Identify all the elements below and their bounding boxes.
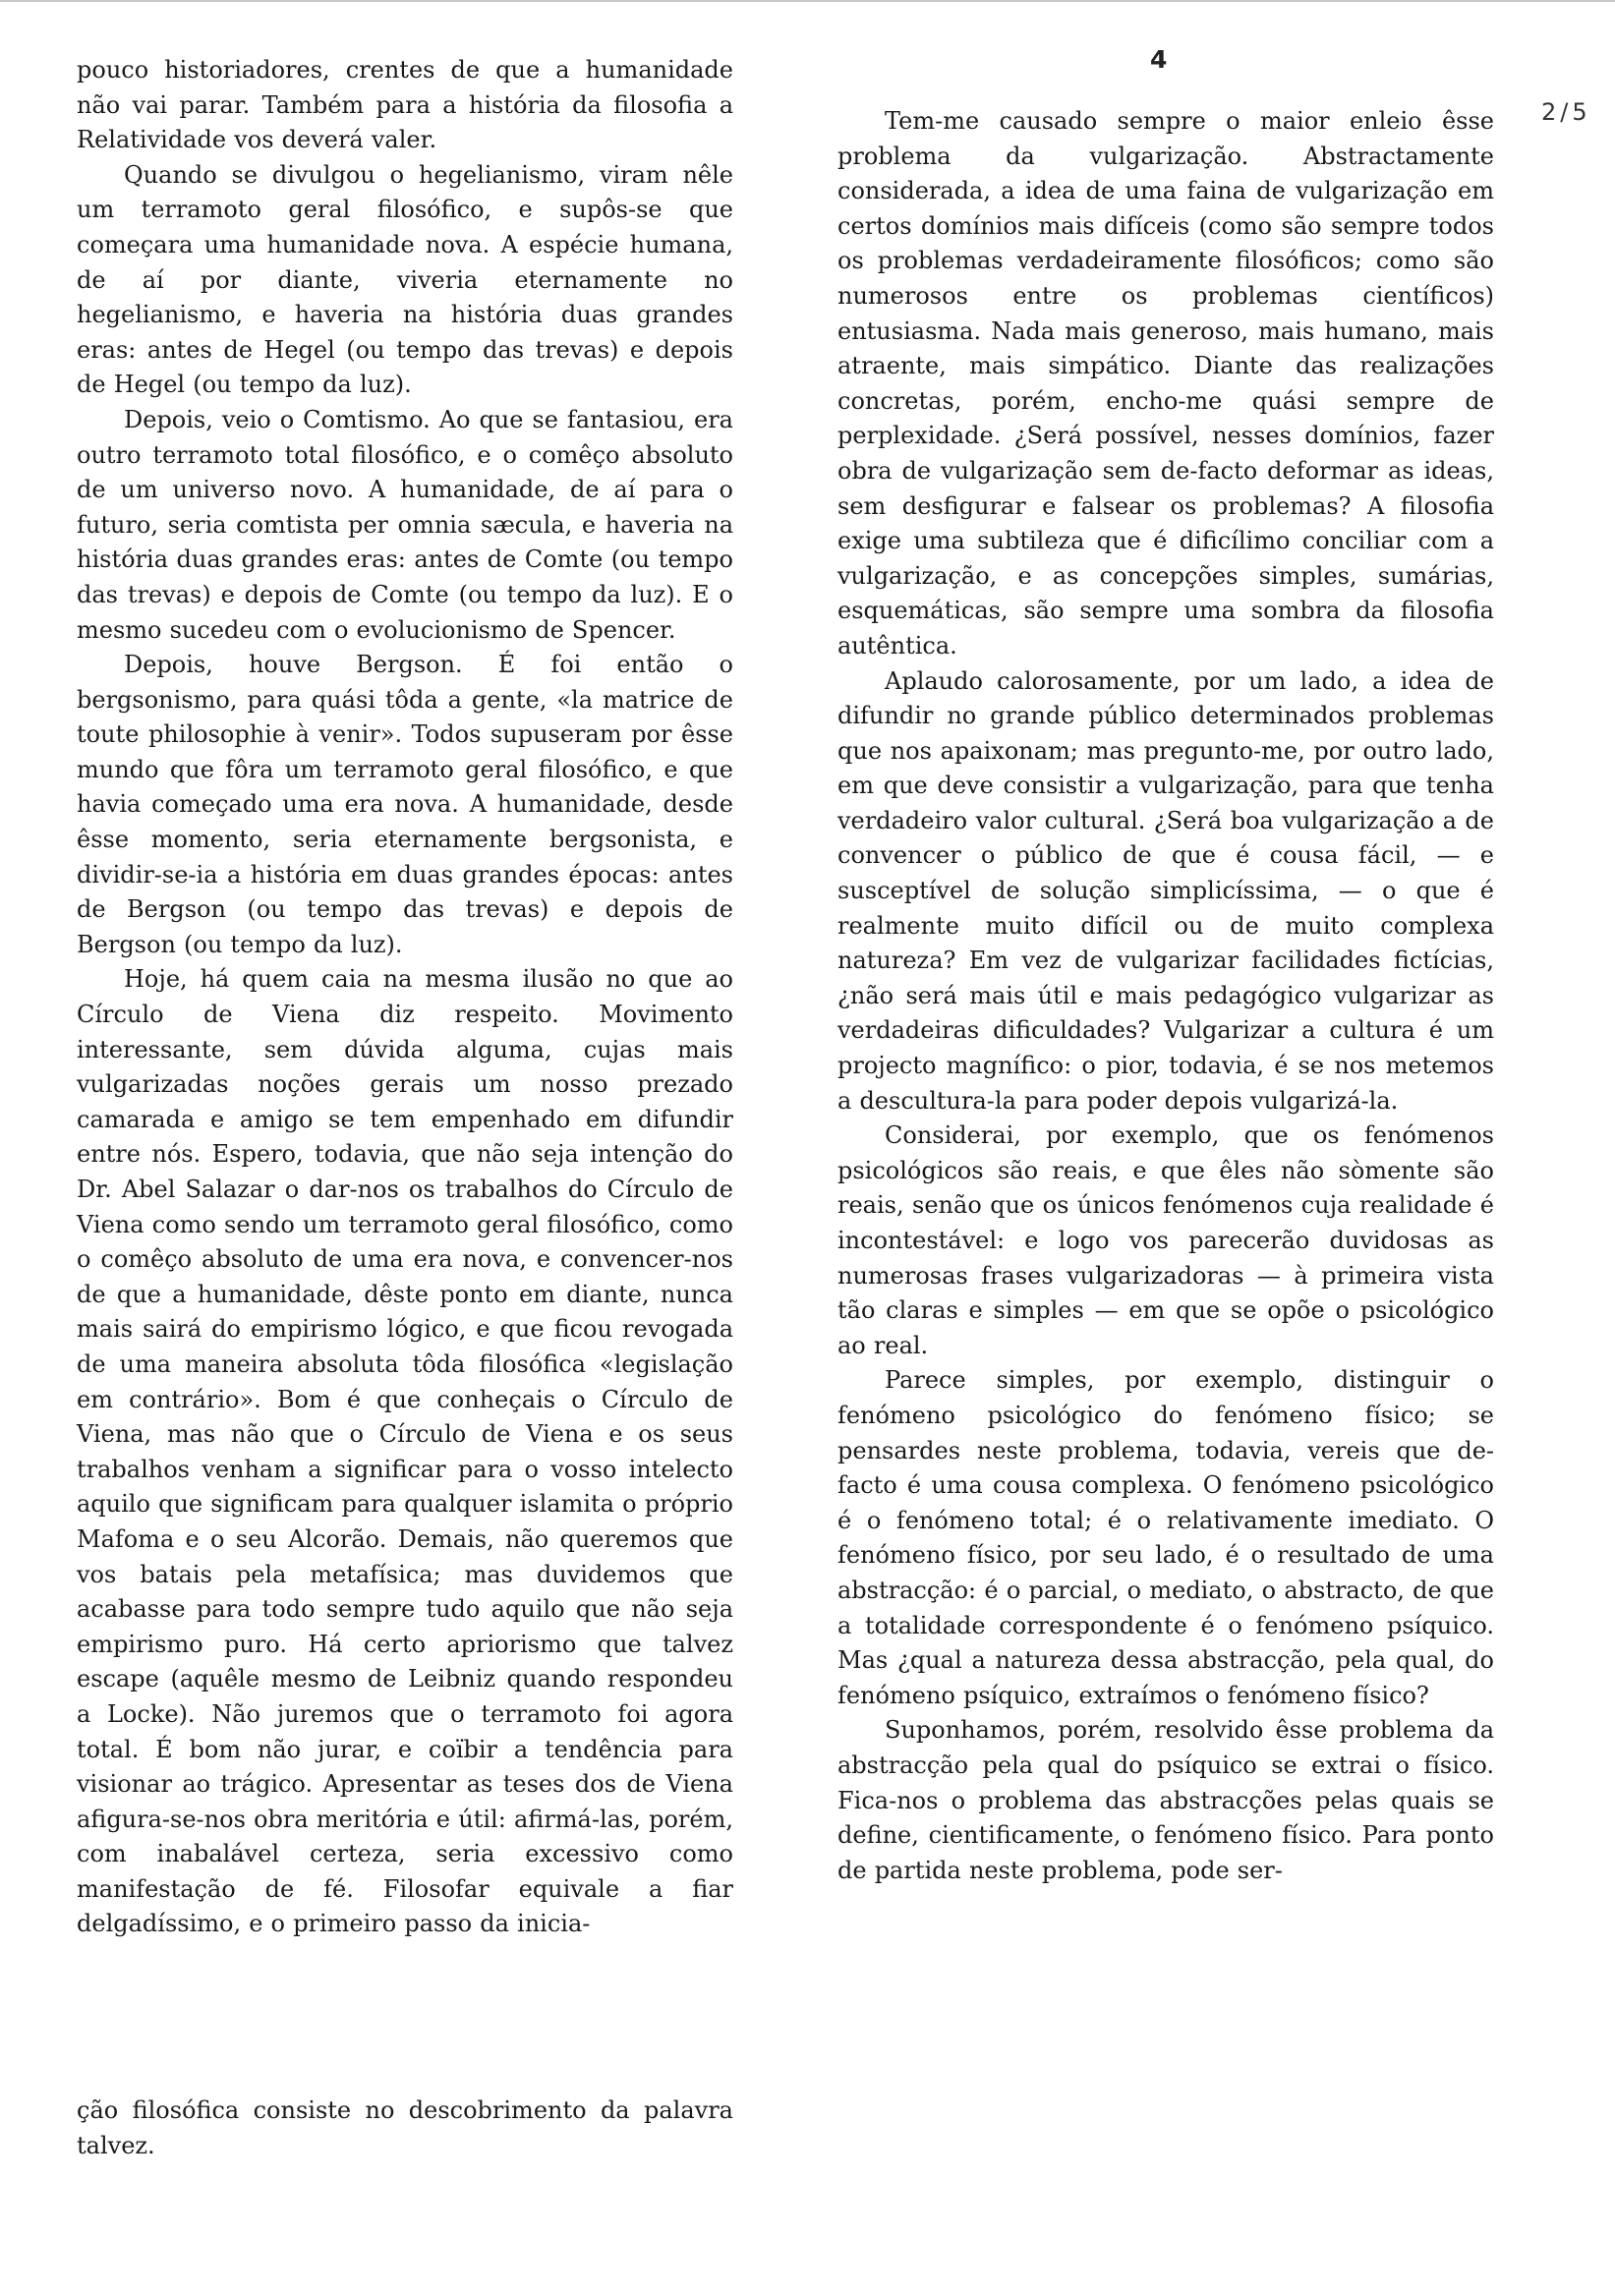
paragraph: pouco historiadores, crentes de que a humanidade não vai parar. Também para a história da filosofia a Relatividade vos deverá valer. bbox=[77, 56, 733, 154]
paragraph: Hoje, há quem caia na mesma ilusão no que ao Círculo de Viena diz respeito. Movimento interessante, sem dúvida alguma, cujas mais vulgarizadas noções gerais um nosso prezado camarada e amigo se tem empenhado em difundir entre nós. Espero, todavia, que não seja intenção do Dr. Abel Salazar o dar-nos os trabalhos do Círculo de Viena como sendo um terramoto geral filosófico, como o comêço absoluto de uma era nova, e convencer-nos de que a humanidade, dêste ponto em diante, nunca mais sairá do empirismo lógico, e que ficou revogada de uma maneira absoluta tôda filosófica «legislação em contrário». Bom é que conheçais o Círculo de Viena, mas não que o Círculo de Viena e os seus trabalhos venham a significar para o vosso intelecto aquilo que significam para qualquer islamita o próprio Mafoma e o seu Alcorão. Demais, não queremos que vos batais pela metafísica; mas duvidemos que acabasse para todo sempre tudo aquilo que não seja empirismo puro. Há certo apriorismo que talvez escape (aquêle mesmo de Leibniz quando respondeu a Locke). Não juremos que o terramoto foi agora total. É bom não jurar, e coïbir a tendência para visionar ao trágico. Apresentar as teses dos de Viena afigura-se-nos obra meritória e útil: afirmá-las, porém, com inabalável certeza, seria excessivo como manifestação de fé. Filosofar equivale a fiar delgadíssimo, e o primeiro passo da inicia- bbox=[77, 965, 733, 1938]
paragraph: Aplaudo calorosamente, por um lado, a idea de difundir no grande público determinados problemas que nos apaixonam; mas pregunto-me, por outro lado, em que deve consistir a vulgarização, para que tenha verdadeiro valor cultural. ¿Será boa vulgarização a de convencer o público de que é cousa fácil, — e susceptível de solução simplicíssima, — o que é realmente muito difícil ou de muito complexa natureza? Em vez de vulgarizar facilidades fictícias, ¿não será mais útil e mais pedagógico vulgarizar as verdadeiras dificuldades? Vulgarizar a cultura é um projecto magnífico: o pior, todavia, é se nos metemos a descultura-la para poder depois vulgarizá-la. bbox=[837, 666, 1494, 1115]
paragraph: Suponhamos, porém, resolvido êsse problema da abstracção pela qual do psíquico se extrai o físico. Fica-nos o problema das abstracções pelas quais se define, cientificamente, o fenómeno físico. Para ponto de partida neste problema, pode ser- bbox=[837, 1716, 1494, 1884]
paragraph: ção filosófica consiste no descobrimento da palavra talvez. bbox=[77, 2096, 733, 2159]
paragraph: Parece simples, por exemplo, distinguir o fenómeno psicológico do fenómeno físico; se pensardes neste problema, todavia, vereis que de-facto é uma cousa complexa. O fenómeno psicológico é o fenómeno total; é o relativamente imediato. O fenómeno físico, por seu lado, é o resultado de uma abstracção: é o parcial, o mediato, o abstracto, de que a totalidade correspondente é o fenómeno psíquico. Mas ¿qual a natureza dessa abstracção, pela qual, do fenómeno psíquico, extraímos o fenómeno físico? bbox=[837, 1366, 1494, 1709]
paragraph: Quando se divulgou o hegelianismo, viram nêle um terramoto geral filosófico, e supôs-se que começara uma humanidade nova. A espécie humana, de aí por diante, viveria eternamente no hegelianismo, e haveria na história duas grandes eras: antes de Hegel (ou tempo das trevas) e depois de Hegel (ou tempo da luz). bbox=[77, 160, 733, 399]
left-column bbox=[77, 53, 733, 1942]
paragraph: Depois, houve Bergson. É foi então o bergsonismo, para quási tôda a gente, «la matrice de toute philosophie à venir». Todos supuseram por êsse mundo que fôra um terramoto geral filosófico, e que havia começado uma era nova. A humanidade, desde êsse momento, seria eternamente bergsonista, e dividir-se-ia a história em duas grandes épocas: antes de Bergson (ou tempo das trevas) e depois de Bergson (ou tempo da luz). bbox=[77, 651, 733, 958]
paragraph: Tem-me causado sempre o maior enleio êsse problema da vulgarização. Abstractamente considerada, a idea de uma faina de vulgarização em certos domínios mais difíceis (como são sempre todos os problemas verdadeiramente filosóficos; como são numerosos entre os problemas científicos) entusiasma. Nada mais generoso, mais humano, mais atraente, mais simpático. Diante das realizações concretas, porém, encho-me quási sempre de perplexidade. ¿Será possível, nesses domínios, fazer obra de vulgarização sem de-facto deformar as ideas, sem desfigurar e falsear os problemas? A filosofia exige uma subtileza que é dificílimo conciliar com a vulgarização, e as concepções simples, sumárias, esquemáticas, são sempre uma sombra da filosofia autêntica. bbox=[837, 107, 1494, 660]
folio-marker: 2/5 bbox=[1541, 98, 1591, 126]
page-number: 4 bbox=[1150, 45, 1168, 74]
paragraph: Depois, veio o Comtismo. Ao que se fantasiou, era outro terramoto total filosófico, e o comêço absoluto de um universo novo. A humanidade, de aí para o futuro, seria comtista per omnia sæcula, e haveria na história duas grandes eras: antes de Comte (ou tempo das trevas) e depois de Comte (ou tempo da luz). E o mesmo sucedeu com o evolucionismo de Spencer. bbox=[77, 405, 733, 644]
right-column bbox=[837, 104, 1494, 1888]
paragraph: Considerai, por exemplo, que os fenómenos psicológicos são reais, e que êles não sòmente são reais, senão que os únicos fenómenos cuja realidade é incontestável: e logo vos parecerão duvidosas as numerosas frases vulgarizadoras — à primeira vista tão claras e simples — em que se opõe o psicológico ao real. bbox=[837, 1121, 1494, 1359]
column-continuation bbox=[77, 2094, 733, 2163]
